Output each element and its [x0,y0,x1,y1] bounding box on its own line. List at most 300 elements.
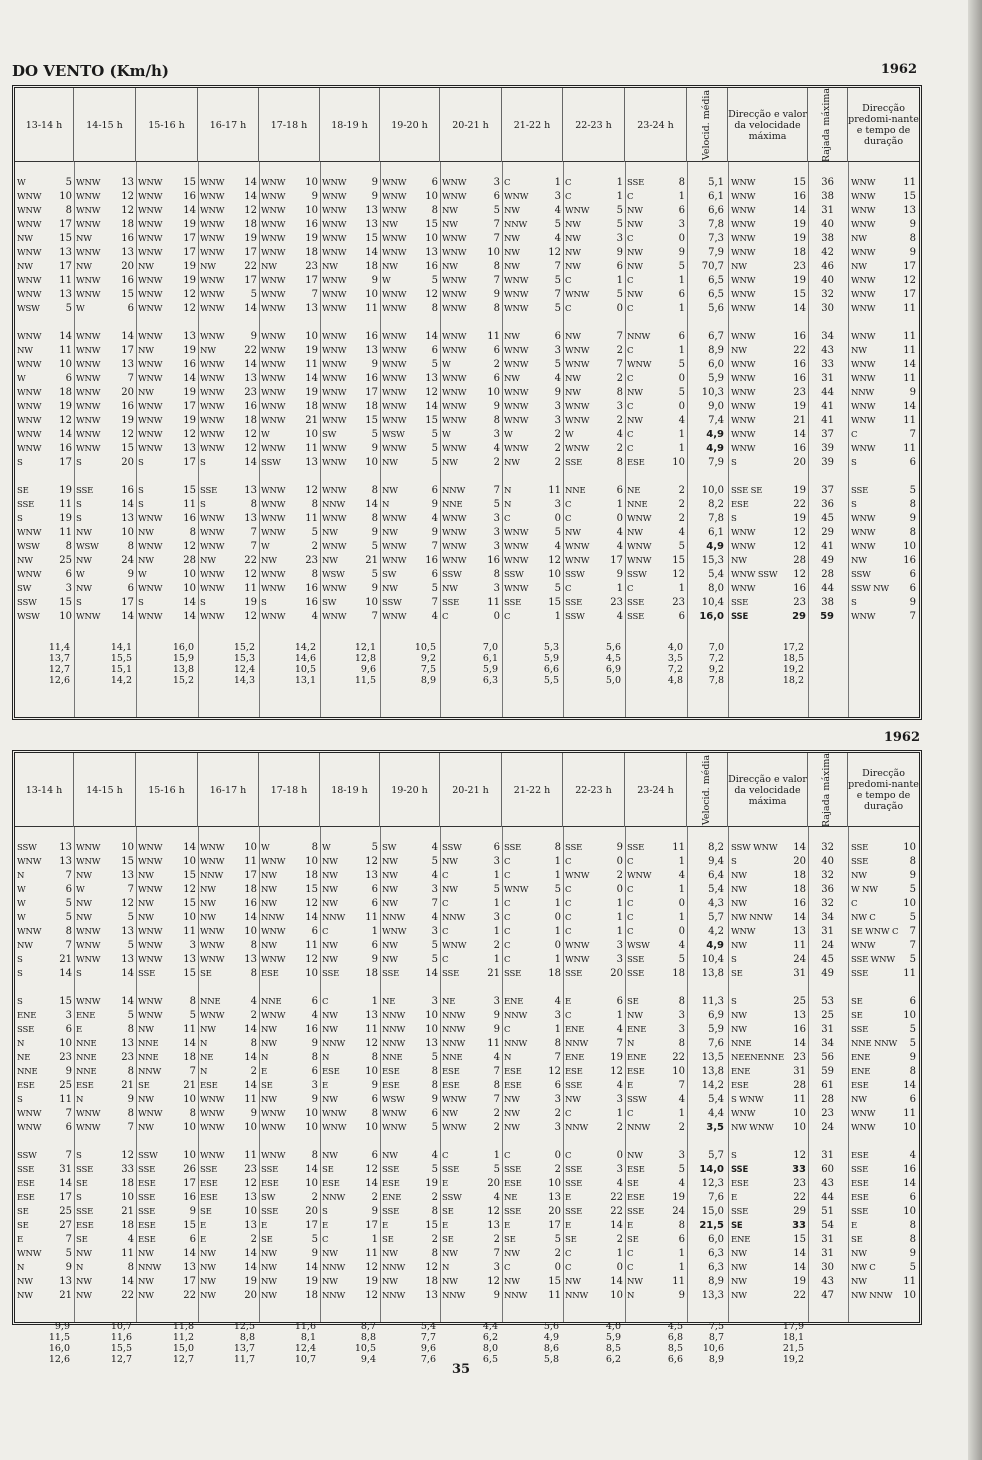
hour-speed: 1 [678,275,685,286]
table2-day-row [15,1219,919,1233]
hour-speed: 8 [493,1080,500,1091]
hour-direction: NW [261,941,277,951]
average-value: 5,9 [605,1332,621,1343]
hour-speed: 18 [244,415,257,426]
hour-direction: WNW [442,276,467,286]
hour-speed: 4 [554,205,561,216]
hour-speed: 6 [311,996,318,1007]
hour-direction: WNW [138,192,163,202]
hour-direction: WNW [200,584,225,594]
hour-speed: 8 [127,1066,134,1077]
hour-direction: WNW [442,304,467,314]
hour-direction: SE [261,1235,273,1245]
hour-speed: 10 [59,359,72,370]
hour-speed: 19 [183,415,196,426]
hour-direction: NW [261,1039,277,1049]
average-value: 12,7 [172,1354,194,1365]
hour-speed: 15 [365,415,378,426]
average-value: 6,8 [667,1332,683,1343]
hour-direction: WNW [261,444,286,454]
hour-direction: ENE [627,1053,647,1063]
hour-direction: WNW [261,1011,286,1021]
hour-speed: 12 [365,1290,378,1301]
hour-speed: 2 [311,541,318,552]
hour-speed: 8 [431,1206,438,1217]
hour-direction: ENE [504,997,524,1007]
hour-speed: 15 [59,597,72,608]
hour-speed: 3 [431,996,438,1007]
hour-speed: 17 [59,457,72,468]
hour-speed: 5 [678,541,685,552]
hour-direction: WNW [261,1151,286,1161]
hour-direction: SSE [565,1081,583,1091]
hour-speed: 3 [678,219,685,230]
hour-direction: ESE [138,1221,156,1231]
hour-direction: NW [200,1291,216,1301]
hour-speed: 6 [127,583,134,594]
max-direction: NNE [731,1039,752,1049]
hour-speed: 12 [365,1164,378,1175]
hour-direction: WNW [200,248,225,258]
hour-direction: N [76,1095,84,1105]
hour-speed: 20 [305,1206,318,1217]
predominant-direction: NW [851,1277,867,1287]
hour-direction: NW [382,528,398,538]
mean-speed: 7,9 [708,247,724,258]
average-value: 9,2 [708,664,724,675]
hour-direction: WNW [382,402,407,412]
max-direction: ENE [731,1067,751,1077]
hour-speed: 6 [431,569,438,580]
hour-direction: NNW [382,1025,406,1035]
table1-day-row [15,554,919,568]
average-value: 4,0 [667,642,683,653]
table2-year: 1962 [883,730,920,745]
hour-speed: 19 [183,345,196,356]
hour-direction: C [565,1011,572,1021]
predominant-duration: 10 [903,1290,916,1301]
hour-direction: WNW [504,276,529,286]
hour-speed: 16 [425,261,438,272]
gust-max: 34 [821,331,834,342]
hour-speed: 17 [183,401,196,412]
gust-max: 45 [821,513,834,524]
hour-direction: WNW [17,332,42,342]
gust-max: 44 [821,387,834,398]
hour-direction: C [504,955,511,965]
hour-speed: 7 [616,331,623,342]
hour-speed: 14 [121,499,134,510]
max-speed: 19 [793,275,806,286]
gust-max: 29 [821,527,834,538]
hour-speed: 1 [616,898,623,909]
hour-direction: C [504,1263,511,1273]
hour-speed: 15 [121,856,134,867]
hour-direction: SSE [76,1207,94,1217]
hour-speed: 24 [121,555,134,566]
hour-speed: 8 [493,261,500,272]
hour-speed: 8 [678,1038,685,1049]
hour-speed: 1 [678,912,685,923]
hour-direction: W [17,885,26,895]
hour-speed: 13 [183,331,196,342]
gust-max: 59 [820,611,834,622]
hour-speed: 14 [244,177,257,188]
hour-direction: SSE [76,1165,94,1175]
hour-direction: NW [627,290,643,300]
hour-speed: 8 [616,387,623,398]
hour-direction: NW [138,388,154,398]
hour-speed: 5 [493,205,500,216]
hour-speed: 9 [127,569,134,580]
hour-direction: WNW [138,542,163,552]
hour-direction: NW [76,913,92,923]
hour-direction: WNW [76,927,101,937]
hour-direction: WNW [261,234,286,244]
hour-direction: NW [200,1025,216,1035]
hour-speed: 8 [311,1150,318,1161]
predominant-duration: 8 [909,233,916,244]
hour-direction: NNW [565,1123,589,1133]
hour-direction: WNW [504,360,529,370]
hour-speed: 22 [672,1052,685,1063]
hour-speed: 17 [244,870,257,881]
hour-direction: NW [322,1095,338,1105]
hour-speed: 5 [554,884,561,895]
hour-direction: WNW [442,444,467,454]
average-value: 6,1 [482,653,498,664]
wind-table-bottom [12,750,922,1365]
hour-speed: 18 [365,968,378,979]
hour-direction: WNW [442,542,467,552]
hour-direction: WNW [382,346,407,356]
average-value: 6,2 [605,1354,621,1365]
hour-speed: 5 [65,303,72,314]
table2-day-row [15,1009,919,1023]
hour-direction: NW [261,1025,277,1035]
hour-speed: 0 [616,1262,623,1273]
hour-speed: 7 [65,940,72,951]
hour-speed: 12 [244,569,257,580]
col-header-label: 22-23 h [575,784,612,796]
hour-direction: W [17,913,26,923]
hour-speed: 9 [431,499,438,510]
hour-speed: 15 [425,1220,438,1231]
hour-direction: WNW [200,843,225,853]
table1-day-row [15,330,919,344]
predominant-direction: WNW [851,290,876,300]
hour-speed: 1 [616,583,623,594]
hour-direction: NW [627,528,643,538]
max-speed: 33 [792,1164,806,1175]
hour-speed: 3 [616,940,623,951]
hour-speed: 3 [554,499,561,510]
hour-direction: E [565,1221,572,1231]
hour-speed: 4 [493,1192,500,1203]
hour-speed: 6 [431,485,438,496]
max-speed: 18 [793,247,806,258]
table1-col-header [502,88,563,162]
hour-speed: 5 [371,429,378,440]
hour-speed: 9 [371,1080,378,1091]
hour-speed: 11 [365,912,378,923]
hour-speed: 11 [548,485,561,496]
hour-speed: 5 [371,842,378,853]
hour-direction: WNW [442,388,467,398]
max-speed: 25 [793,996,806,1007]
hour-speed: 11 [244,1094,257,1105]
hour-speed: 3 [678,1010,685,1021]
hour-speed: 7 [678,1080,685,1091]
gust-max: 54 [821,1220,834,1231]
predominant-duration: 6 [909,457,916,468]
hour-speed: 13 [365,870,378,881]
hour-direction: WNW [322,346,347,356]
hour-direction: N [17,1263,25,1273]
hour-speed: 3 [493,912,500,923]
col-header-label: 13-14 h [25,119,63,131]
max-speed: 16 [793,359,806,370]
gust-max: 32 [821,870,834,881]
predominant-duration: 11 [903,345,916,356]
hour-direction: NW [442,206,458,216]
hour-speed: 14 [305,1164,318,1175]
mean-speed: 5,4 [708,569,724,580]
hour-speed: 5 [431,856,438,867]
hour-direction: WNW [200,234,225,244]
predominant-duration: 5 [909,1262,916,1273]
mean-speed: 8,0 [708,583,724,594]
hour-speed: 10 [365,289,378,300]
hour-direction: NW [504,374,520,384]
hour-speed: 23 [59,1052,72,1063]
hour-speed: 2 [250,1234,257,1245]
predominant-duration: 10 [903,1206,916,1217]
max-direction: NW [731,941,747,951]
predominant-direction: ESE [851,1179,869,1189]
hour-speed: 6 [189,1234,196,1245]
hour-speed: 16 [244,401,257,412]
hour-speed: 7 [616,359,623,370]
average-value: 4,9 [543,1332,559,1343]
hour-speed: 5 [311,527,318,538]
hour-direction: NW [200,556,216,566]
hour-direction: WNW [200,941,225,951]
gust-max: 46 [821,261,834,272]
predominant-duration: 10 [903,842,916,853]
hour-direction: WNW [76,1109,101,1119]
hour-speed: 8 [250,1038,257,1049]
hour-direction: WNW [138,1109,163,1119]
col-header-label: Velocid. média [701,754,713,826]
max-direction: SSE SE [731,486,763,496]
hour-direction: WNW [261,360,286,370]
hour-speed: 12 [365,1038,378,1049]
hour-speed: 1 [616,275,623,286]
hour-direction: WNW [200,178,225,188]
col-header-label: 15-16 h [148,784,185,796]
table1-day-row [15,596,919,610]
table1-col-header [259,88,320,162]
max-direction: WNW [731,248,756,258]
hour-direction: SSW [17,843,37,853]
hour-direction: N [17,1039,25,1049]
average-value: 5,0 [605,675,621,686]
hour-speed: 6 [371,940,378,951]
max-speed: 12 [793,527,806,538]
col-header-label: 19-20 h [391,784,428,796]
hour-speed: 13 [548,1192,561,1203]
hour-speed: 13 [305,303,318,314]
hour-speed: 5 [127,940,134,951]
predominant-direction: NNW [851,388,875,398]
gust-max: 49 [821,968,834,979]
hour-speed: 15 [121,289,134,300]
hour-direction: E [442,1221,449,1231]
hour-speed: 19 [183,275,196,286]
hour-direction: SSE [17,500,35,510]
hour-speed: 1 [616,912,623,923]
hour-speed: 6 [493,373,500,384]
hour-direction: ENE [76,1011,96,1021]
hour-speed: 18 [305,1290,318,1301]
hour-speed: 2 [678,499,685,510]
hour-speed: 5 [554,275,561,286]
hour-speed: 14 [121,968,134,979]
mean-speed: 6,3 [708,1262,724,1273]
col-header-label: Rajada máxima [821,752,833,828]
table1-day-row [15,344,919,358]
hour-direction: WNW [138,416,163,426]
hour-direction: SSE [627,612,645,622]
max-direction: S [731,514,737,524]
hour-direction: WNW [17,1109,42,1119]
hour-speed: 9 [493,1290,500,1301]
hour-direction: NW [565,374,581,384]
hour-speed: 2 [431,1192,438,1203]
mean-speed: 6,1 [708,191,724,202]
hour-speed: 1 [678,1262,685,1273]
hour-speed: 10 [425,233,438,244]
predominant-direction: SSE WNW [851,955,895,965]
mean-speed: 9,4 [708,856,724,867]
hour-speed: 6 [311,926,318,937]
hour-direction: ENE [565,1053,585,1063]
hour-speed: 17 [59,219,72,230]
hour-direction: SSE [17,1025,35,1035]
hour-speed: 15 [183,485,196,496]
hour-speed: 5 [678,1164,685,1175]
hour-speed: 14 [244,191,257,202]
hour-direction: C [442,1151,449,1161]
average-value: 15,9 [172,653,194,664]
hour-direction: WNW [442,416,467,426]
hour-speed: 11 [305,513,318,524]
hour-direction: WNW [17,206,42,216]
hour-direction: E [322,1221,329,1231]
hour-direction: WNW [76,843,101,853]
table2-day-row [15,1149,919,1163]
hour-direction: NNW [442,1011,466,1021]
hour-direction: WNW [382,514,407,524]
average-value: 8,8 [239,1332,255,1343]
hour-direction: SE [565,1235,577,1245]
hour-speed: 13 [121,359,134,370]
hour-direction: NW [17,262,33,272]
hour-speed: 9 [371,275,378,286]
hour-direction: NNW [322,1263,346,1273]
hour-speed: 12 [487,1276,500,1287]
average-value: 6,3 [482,675,498,686]
mean-speed: 11,3 [701,996,724,1007]
hour-direction: WNW [504,402,529,412]
hour-direction: WNW [138,955,163,965]
hour-speed: 6 [678,331,685,342]
hour-direction: NW [76,871,92,881]
mean-speed: 6,0 [708,1234,724,1245]
hour-direction: WSW [76,542,99,552]
max-speed: 14 [793,842,806,853]
table2-col-header [380,753,440,827]
table1-col-header [687,88,728,162]
max-speed: 14 [793,912,806,923]
hour-direction: SE [17,486,29,496]
col-header-label: 21-22 h [513,784,551,796]
hour-direction: S [138,500,144,510]
predominant-duration: 11 [903,1108,916,1119]
hour-speed: 20 [487,1178,500,1189]
average-value: 17,2 [782,642,804,653]
predominant-direction: WNW [851,206,876,216]
hour-direction: NNW [322,500,346,510]
predominant-duration: 8 [909,1220,916,1231]
mean-speed: 4,3 [708,898,724,909]
hour-direction: C [442,899,449,909]
table2-day-row [15,869,919,883]
hour-speed: 8 [431,1066,438,1077]
hour-speed: 11 [59,275,72,286]
table1-col-header [136,88,198,162]
predominant-direction: NW C [851,1263,876,1273]
predominant-direction: SSE [851,1207,869,1217]
hour-direction: WNW [442,556,467,566]
hour-speed: 4 [431,1150,438,1161]
gust-max: 43 [821,1178,834,1189]
hour-direction: WNW [322,206,347,216]
hour-speed: 19 [121,415,134,426]
hour-speed: 13 [121,926,134,937]
hour-speed: 11 [59,345,72,356]
hour-direction: N [200,1067,208,1077]
hour-speed: 4 [493,1052,500,1063]
hour-speed: 3 [431,926,438,937]
hour-direction: WNW [627,514,652,524]
hour-direction: WNW [17,444,42,454]
table2-col-header [259,753,320,827]
hour-direction: NW [382,1277,398,1287]
hour-speed: 4 [678,527,685,538]
table2-day-row [15,1023,919,1037]
predominant-direction: WNW [851,360,876,370]
table1-col-header [74,88,136,162]
hour-speed: 18 [365,401,378,412]
hour-direction: SW [261,1193,276,1203]
hour-speed: 4 [493,443,500,454]
hour-direction: NW [261,262,277,272]
predominant-direction: SSE [851,857,869,867]
table2-day-row [15,967,919,981]
hour-speed: 9 [371,177,378,188]
